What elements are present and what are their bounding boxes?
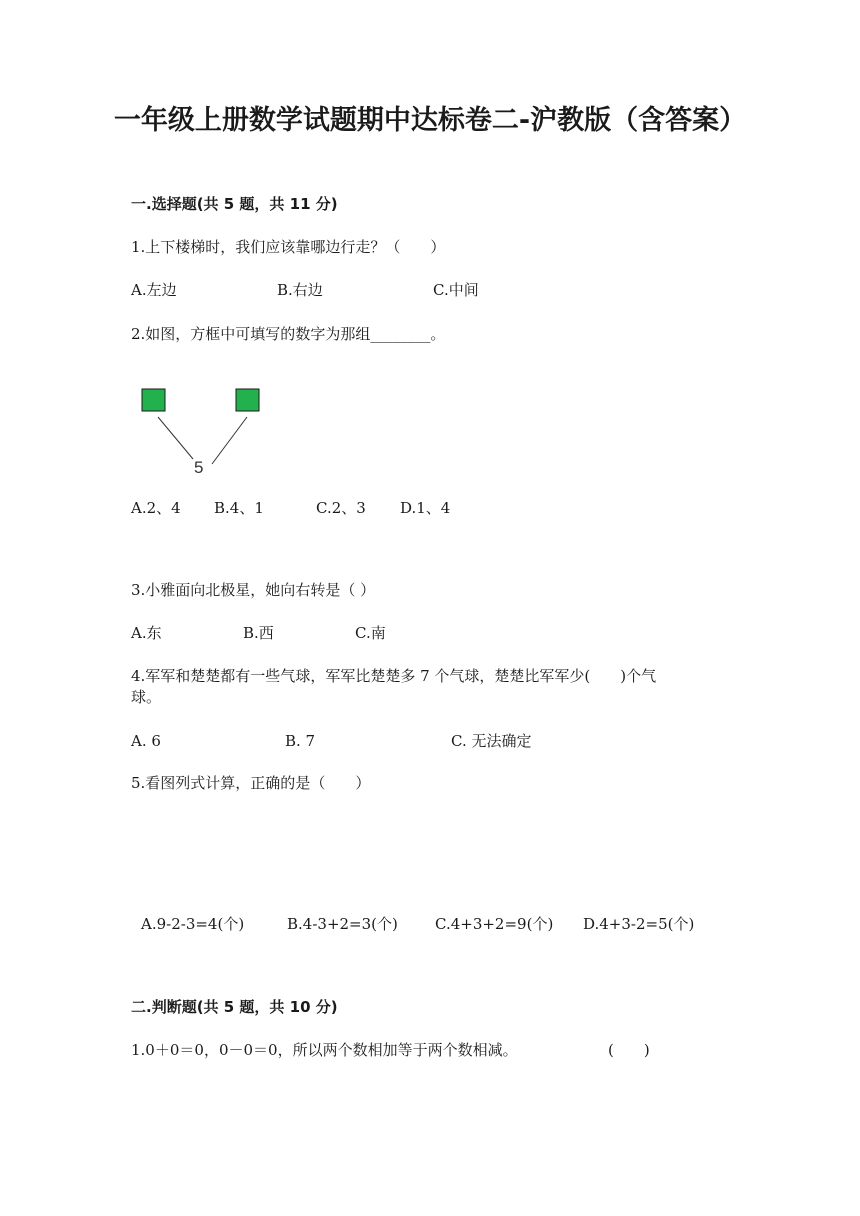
left-answer-box (142, 389, 165, 411)
page-title: 一年级上册数学试题期中达标卷二-沪教版（含答案） (113, 105, 747, 136)
question-5-option-b[interactable]: B.4-3+2=3(个) (287, 915, 398, 933)
question-5-option-a[interactable]: A.9-2-3=4(个) (141, 915, 245, 933)
question-3-stem: 3.小雅面向北极星，她向右转是（ ） (131, 581, 376, 599)
question-5-option-c[interactable]: C.4+3+2=9(个) (435, 915, 554, 933)
question-4-stem-line1: 4.军军和楚楚都有一些气球，军军比楚楚多 7 个气球，楚楚比军军少( )个气 (131, 667, 657, 685)
question-2-option-a[interactable]: A.2、4 (131, 499, 181, 517)
judgement-1-stem: 1.0＋0＝0，0－0＝0，所以两个数相加等于两个数相减。 (131, 1041, 518, 1059)
question-1-option-c[interactable]: C.中间 (433, 281, 479, 299)
question-1-option-b[interactable]: B.右边 (277, 281, 323, 299)
question-2-stem: 2.如图，方框中可填写的数字为那组________。 (131, 325, 446, 343)
section-heading-choice: 一.选择题(共 5 题，共 11 分) (131, 195, 338, 213)
right-branch-line (212, 417, 247, 464)
section-heading-judgement: 二.判断题(共 5 题，共 10 分) (131, 998, 338, 1016)
question-1-option-a[interactable]: A.左边 (131, 281, 177, 299)
question-2-option-c[interactable]: C.2、3 (316, 499, 366, 517)
question-5-option-d[interactable]: D.4+3-2=5(个) (583, 915, 695, 933)
question-1-stem: 1.上下楼梯时，我们应该靠哪边行走？（ ） (131, 238, 446, 256)
question-3-option-c[interactable]: C.南 (355, 624, 386, 642)
left-branch-line (158, 417, 193, 459)
number-split-figure (136, 384, 266, 479)
question-4-option-c[interactable]: C. 无法确定 (451, 732, 532, 750)
question-3-option-a[interactable]: A.东 (131, 624, 162, 642)
question-2-option-b[interactable]: B.4、1 (214, 499, 264, 517)
right-answer-box (236, 389, 259, 411)
judgement-1-bracket[interactable]: ( ) (608, 1041, 650, 1059)
question-2-option-d[interactable]: D.1、4 (400, 499, 451, 517)
question-3-option-b[interactable]: B.西 (243, 624, 274, 642)
question-4-option-b[interactable]: B. 7 (285, 732, 316, 750)
total-number: 5 (194, 458, 204, 477)
question-4-option-a[interactable]: A. 6 (131, 732, 161, 750)
question-4-stem-line2: 球。 (131, 688, 162, 706)
question-5-stem: 5.看图列式计算，正确的是（ ） (131, 774, 371, 792)
